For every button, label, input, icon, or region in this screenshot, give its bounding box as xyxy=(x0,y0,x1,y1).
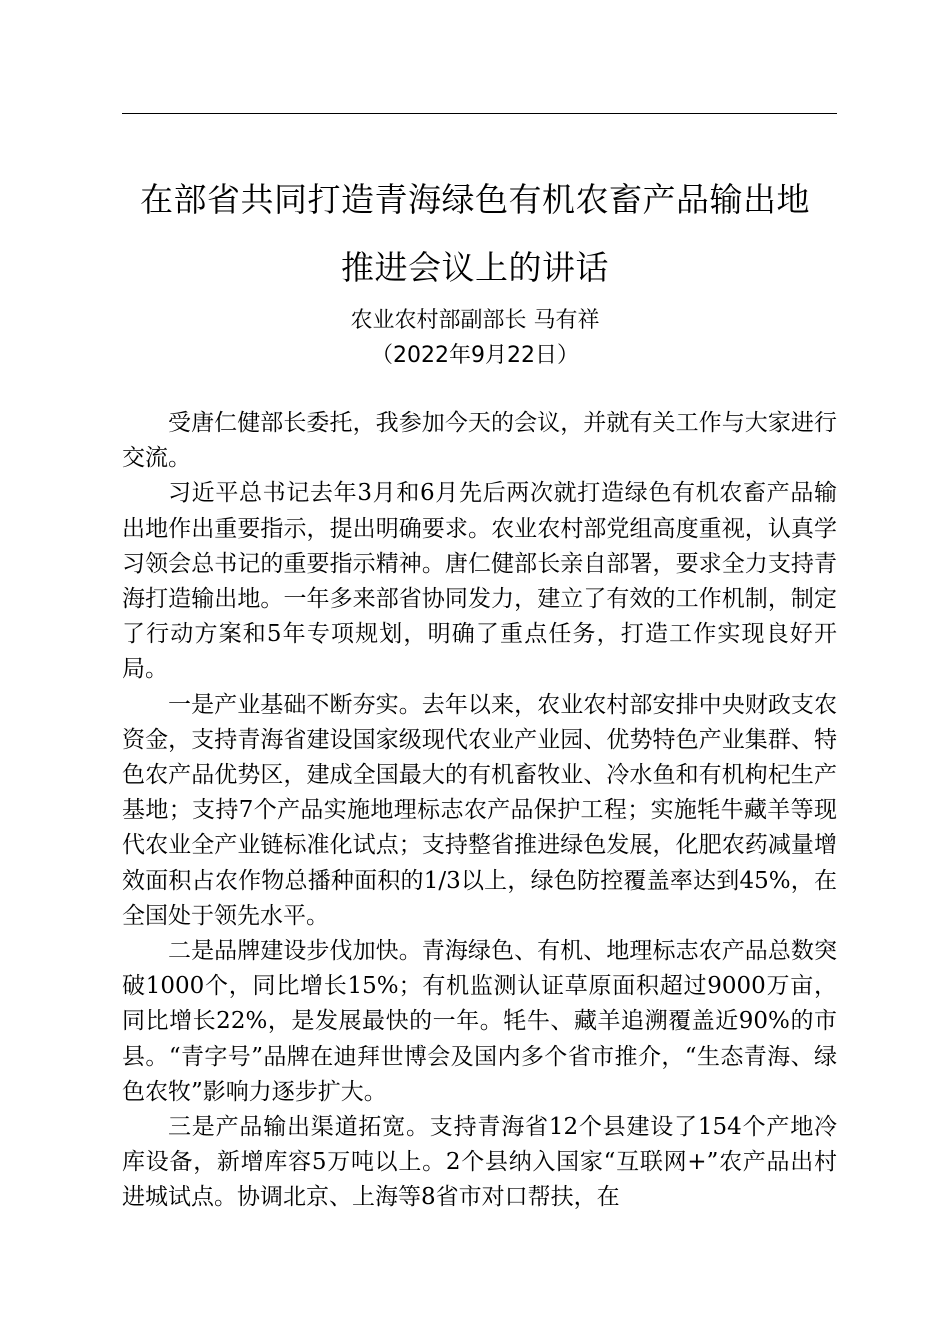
paragraph-industry-base: 一是产业基础不断夯实。去年以来，农业农村部安排中央财政支农资金，支持青海省建设国家级现代农业产业园、优势特色产业集群、特色农产品优势区，建成全国最大的有机畜牧业、冷水鱼和有机枸杞生产基地；支持7个产品实施地理标志农产品保护工程；实施牦牛藏羊等现代农业全产业链标准化试点；支持整省推进绿色发展，化肥农药减量增效面积占农作物总播种面积的1/3以上，绿色防控覆盖率达到45%，在全国处于领先水平。 xyxy=(122,691,837,929)
date-line: （2022年9月22日） xyxy=(371,343,579,368)
document-title-line-2: 推进会议上的讲话 xyxy=(341,248,609,287)
header-rule xyxy=(122,113,837,114)
author-line: 农业农村部副部长 马有祥 xyxy=(350,308,600,333)
document-title-line-1: 在部省共同打造青海绿色有机农畜产品输出地 xyxy=(140,180,810,219)
document-body xyxy=(122,406,837,1216)
paragraph-background: 习近平总书记去年3月和6月先后两次就打造绿色有机农畜产品输出地作出重要指示，提出明确要求。农业农村部党组高度重视，认真学习领会总书记的重要指示精神。唐仁健部长亲自部署，要求全力支持青海打造输出地。一年多来部省协同发力，建立了有效的工作机制，制定了行动方案和5年专项规划，明确了重点任务，打造工作实现良好开局。 xyxy=(122,480,837,683)
paragraph-output-channels: 三是产品输出渠道拓宽。支持青海省12个县建设了154个产地冷库设备，新增库容5万吨以上。2个县纳入国家“互联网+”农产品出村进城试点。协调北京、上海等8省市对口帮扶，在 xyxy=(122,1114,837,1211)
paragraph-brand-building: 二是品牌建设步伐加快。青海绿色、有机、地理标志农产品总数突破1000个，同比增长15%；有机监测认证草原面积超过9000万亩，同比增长22%，是发展最快的一年。牦牛、藏羊追溯覆盖近90%的市县。“青字号”品牌在迪拜世博会及国内多个省市推介，“生态青海、绿色农牧”影响力逐步扩大。 xyxy=(122,938,837,1105)
paragraph-intro: 受唐仁健部长委托，我参加今天的会议，并就有关工作与大家进行交流。 xyxy=(122,410,837,472)
